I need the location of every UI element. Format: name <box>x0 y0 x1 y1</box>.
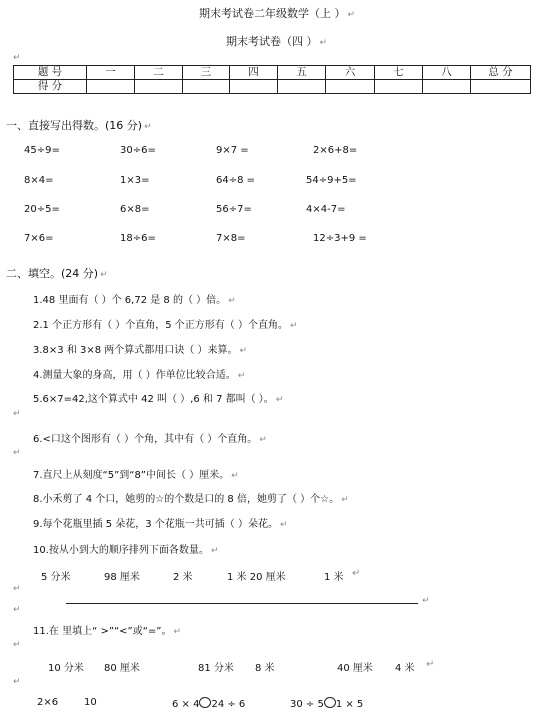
q11-item: 80 厘米 <box>104 663 140 674</box>
question-4: 4.测量大象的身高，用（ ）作单位比较合适。 ↵ <box>33 370 246 381</box>
calc-item: 20÷5= <box>24 204 60 215</box>
q11-item: 81 分米 <box>198 663 234 674</box>
q11-item: 8 米 <box>255 663 275 674</box>
q11-item: 2×6 <box>37 697 59 708</box>
calc-row <box>0 233 539 247</box>
score-cell[interactable] <box>87 80 135 94</box>
score-header-cell: 总 分 <box>471 66 531 80</box>
calc-item: 6×8= <box>120 204 150 215</box>
calc-item: 9×7 = <box>216 145 249 156</box>
calc-row <box>0 204 539 218</box>
calc-item: 64÷8 = <box>216 175 256 186</box>
calc-item: 4×4-7= <box>306 204 346 215</box>
paragraph-mark: ↵ <box>13 53 21 63</box>
calc-item: 56÷7= <box>216 204 252 215</box>
question-9: 9.每个花瓶里插 5 朵花，3 个花瓶一共可插（ ）朵花。 ↵ <box>33 519 288 530</box>
calc-item: 8×4= <box>24 175 54 186</box>
q11-item: 30 ÷ 5 <box>290 699 324 710</box>
calc-row <box>0 145 539 159</box>
question-2: 2.1 个正方形有（ ）个直角，5 个正方形有（ ）个直角。 ↵ <box>33 320 298 331</box>
q10-value: 1 米 20 厘米 <box>227 572 286 583</box>
paragraph-mark: ↵ <box>352 568 361 579</box>
document-title: 期末考试卷二年级数学（上 ） ↵ <box>199 7 356 20</box>
score-cell[interactable] <box>183 80 230 94</box>
q10-value: 98 厘米 <box>104 572 140 583</box>
score-cell[interactable] <box>135 80 183 94</box>
score-header-cell: 题 号 <box>14 66 87 80</box>
question-7: 7.直尺上从刻度“5”到“8”中间长（ ）厘米。 ↵ <box>33 470 239 481</box>
document-subtitle: 期末考试卷（四 ） ↵ <box>226 35 328 48</box>
paragraph-mark: ↵ <box>13 409 21 419</box>
score-cell[interactable] <box>423 80 471 94</box>
calc-item: 7×6= <box>24 233 54 244</box>
q11-item: 4 米 <box>395 663 415 674</box>
question-6: 6.<口这个图形有（ ）个角，其中有（ ）个直角。 ↵ <box>33 434 267 445</box>
calc-row <box>0 175 539 189</box>
question-1: 1.48 里面有（ ）个 6,72 是 8 的（ ）倍。 ↵ <box>33 295 236 306</box>
score-header-cell: 五 <box>278 66 326 80</box>
q11-row-1 <box>0 659 539 673</box>
paragraph-mark: ↵ <box>422 596 430 606</box>
calc-item: 2×6+8= <box>313 145 358 156</box>
calc-item: 1×3= <box>120 175 150 186</box>
paragraph-mark: ↵ <box>13 677 21 687</box>
calc-item: 12÷3+9 = <box>313 233 367 244</box>
score-row-label: 得 分 <box>14 80 87 94</box>
score-header-cell: 八 <box>423 66 471 80</box>
section2-title: 二、填空。(24 分) ↵ <box>6 267 108 280</box>
score-cell[interactable] <box>375 80 423 94</box>
comparison-circle[interactable] <box>199 697 211 708</box>
calc-item: 54÷9+5= <box>306 175 357 186</box>
paragraph-mark: ↵ <box>13 640 21 650</box>
question-8: 8.小禾剪了 4 个口，她剪的☆的个数是口的 8 倍，她剪了（ ）个☆。 ↵ <box>33 494 349 505</box>
score-table-header-row <box>14 66 531 80</box>
calc-item: 7×8= <box>216 233 246 244</box>
question-5: 5.6×7=42,这个算式中 42 叫（ ）,6 和 7 都叫（ ）。 ↵ <box>33 394 284 405</box>
score-header-cell: 四 <box>230 66 278 80</box>
q10-value: 5 分米 <box>41 572 71 583</box>
question-3: 3.8×3 和 3×8 两个算式都用口诀（ ）来算。 ↵ <box>33 345 248 356</box>
q11-comparison-2 <box>290 697 363 710</box>
score-header-cell: 三 <box>183 66 230 80</box>
score-cell[interactable] <box>278 80 326 94</box>
paragraph-mark: ↵ <box>426 659 435 670</box>
score-header-cell: 一 <box>87 66 135 80</box>
q11-row-2 <box>0 697 539 711</box>
section1-title: 一、直接写出得数。(16 分) ↵ <box>6 119 152 132</box>
score-cell[interactable] <box>230 80 278 94</box>
question-11: 11.在 里填上“ >”“<”或“=”。 ↵ <box>33 626 182 637</box>
score-header-cell: 六 <box>326 66 375 80</box>
q10-values-row <box>0 568 539 582</box>
q11-item: 1 × 5 <box>335 699 364 710</box>
q10-value: 1 米 <box>324 572 344 583</box>
score-cell[interactable] <box>471 80 531 94</box>
q11-item: 10 分米 <box>48 663 84 674</box>
score-table-score-row <box>14 80 531 94</box>
q11-item: 40 厘米 <box>337 663 373 674</box>
calc-item: 30÷6= <box>120 145 156 156</box>
score-header-cell: 七 <box>375 66 423 80</box>
comparison-circle[interactable] <box>324 697 336 708</box>
score-header-cell: 二 <box>135 66 183 80</box>
score-table <box>13 65 531 94</box>
question-10: 10.按从小到大的顺序排列下面各数量。 ↵ <box>33 545 219 556</box>
calc-item: 45÷9= <box>24 145 60 156</box>
q11-item: 6 × 4 <box>172 699 200 710</box>
q11-item: 24 ÷ 6 <box>211 699 246 710</box>
score-cell[interactable] <box>326 80 375 94</box>
q10-value: 2 米 <box>173 572 193 583</box>
answer-line[interactable] <box>66 603 418 604</box>
paragraph-mark: ↵ <box>13 605 21 615</box>
paragraph-mark: ↵ <box>13 584 21 594</box>
paragraph-mark: ↵ <box>13 448 21 458</box>
q11-item: 10 <box>84 697 97 708</box>
calc-item: 18÷6= <box>120 233 156 244</box>
q11-comparison-1 <box>172 697 245 710</box>
